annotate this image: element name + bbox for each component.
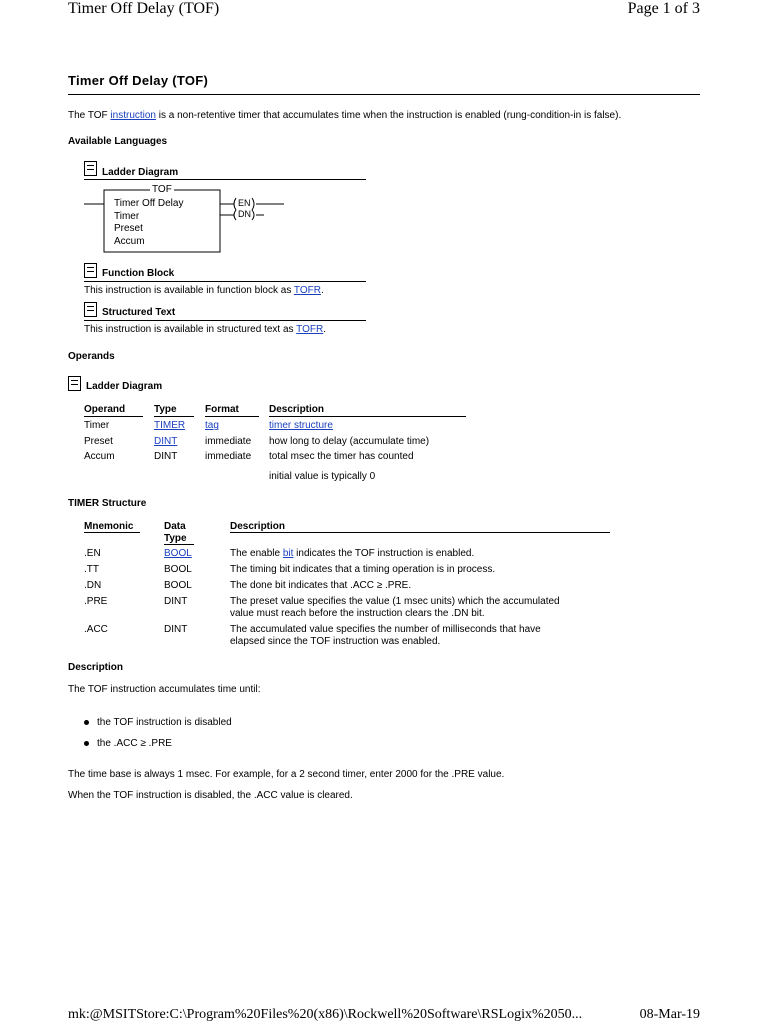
mnemonic-cell: .TT — [84, 564, 99, 575]
tof-box-title: TOF — [152, 184, 172, 195]
type-cell: DINT — [154, 451, 178, 462]
type-cell: BOOL — [164, 580, 192, 591]
header-underline — [154, 416, 194, 417]
structured-text-text: This instruction is available in structured text as TOFR. — [84, 324, 326, 335]
bullet — [84, 741, 89, 746]
mnemonic-cell: .DN — [84, 580, 102, 591]
structured-text-divider — [84, 320, 366, 321]
bullet-item: the .ACC ≥ .PRE — [97, 738, 172, 749]
col-header-operand: Operand — [84, 404, 126, 415]
header-underline — [269, 416, 466, 417]
type-cell: DINT — [164, 596, 188, 607]
function-block-heading: Function Block — [102, 268, 175, 279]
tag-link[interactable]: tag — [205, 420, 219, 431]
operand-cell: Timer — [84, 420, 110, 431]
mnemonic-cell: .PRE — [84, 596, 108, 607]
title-divider — [68, 94, 700, 95]
description-cell: The preset value specifies the value (1 msec units) which the accumulated — [230, 596, 560, 607]
ladder-diagram-heading: Ladder Diagram — [102, 167, 179, 178]
operands-subheading: Ladder Diagram — [86, 381, 163, 392]
instruction-link[interactable]: instruction — [110, 110, 156, 121]
bool-link[interactable]: BOOL — [164, 548, 192, 559]
col-header-type: Type — [154, 404, 177, 415]
dint-link[interactable]: DINT — [154, 436, 178, 447]
timer-structure-heading: TIMER Structure — [68, 498, 147, 509]
col-header-format: Format — [205, 404, 239, 415]
ladder-divider — [84, 179, 366, 180]
description-cell: The enable bit indicates the TOF instruction is enabled. — [230, 548, 475, 559]
description-cell: total msec the timer has counted — [269, 451, 414, 462]
operand-cell: Preset — [84, 436, 113, 447]
tof-box-line: Accum — [114, 236, 145, 247]
type-cell: BOOL — [164, 564, 192, 575]
structured-text-heading: Structured Text — [102, 307, 176, 318]
page-header-title: Timer Off Delay (TOF) — [68, 0, 220, 17]
description-cell: how long to delay (accumulate time) — [269, 436, 430, 447]
description-cell: The accumulated value specifies the number of milliseconds that have — [230, 624, 541, 635]
function-block-icon — [84, 263, 97, 278]
ladder-diagram-icon — [84, 161, 97, 176]
format-cell: immediate — [205, 436, 252, 447]
col-header-data: Data — [164, 521, 186, 532]
header-underline — [205, 416, 259, 417]
header-underline — [84, 532, 140, 533]
operand-cell: Accum — [84, 451, 115, 462]
col-header-description: Description — [269, 404, 325, 415]
available-languages-heading: Available Languages — [68, 136, 168, 147]
header-underline — [230, 532, 610, 533]
footer-url: mk:@MSITStore:C:\Program%20Files%20(x86)\Rockwell%20Software\RSLogix%2050... — [68, 1007, 583, 1022]
description-cell: The timing bit indicates that a timing operation is in process. — [230, 564, 496, 575]
description-cell-cont: value must reach before the instruction clears the .DN bit. — [230, 608, 485, 619]
page-number: Page 1 of 3 — [627, 0, 700, 17]
header-underline — [84, 416, 143, 417]
bullet-item: the TOF instruction is disabled — [97, 717, 232, 728]
bit-link[interactable]: bit — [282, 548, 294, 559]
ladder-diagram-icon — [68, 376, 81, 391]
description-cell-cont: elapsed since the TOF instruction was enabled. — [230, 636, 441, 647]
mnemonic-cell: .ACC — [84, 624, 108, 635]
description-note: initial value is typically 0 — [269, 471, 376, 482]
function-block-text: This instruction is available in function block as TOFR. — [84, 285, 324, 296]
format-cell: immediate — [205, 451, 252, 462]
bullet — [84, 720, 89, 725]
description-lead: The TOF instruction accumulates time until: — [68, 684, 261, 695]
mnemonic-cell: .EN — [84, 548, 101, 559]
timer-type-link[interactable]: TIMER — [154, 420, 186, 431]
tofr-link[interactable]: TOFR — [293, 285, 321, 296]
type-cell: DINT — [164, 624, 188, 635]
description-paragraph: The time base is always 1 msec. For example, for a 2 second timer, enter 2000 for the .PRE value. — [68, 769, 505, 780]
operands-heading: Operands — [68, 351, 115, 362]
tof-box-line: Timer — [114, 211, 140, 222]
col-header-description: Description — [230, 521, 286, 532]
dn-output-label: DN — [238, 209, 251, 219]
page-title: Timer Off Delay (TOF) — [68, 73, 209, 88]
timer-structure-link[interactable]: timer structure — [269, 420, 333, 431]
tof-box-line: Timer Off Delay — [114, 198, 184, 209]
col-header-mnemonic: Mnemonic — [84, 521, 134, 532]
en-output-label: EN — [238, 198, 251, 208]
description-paragraph: When the TOF instruction is disabled, the .ACC value is cleared. — [68, 790, 353, 801]
intro-paragraph: The TOF instruction is a non-retentive timer that accumulates time when the instruction is enabled (rung-condition-in is false). — [68, 110, 622, 121]
col-header-type: Type — [164, 533, 187, 544]
header-underline — [164, 544, 194, 545]
footer-date: 08-Mar-19 — [639, 1007, 700, 1022]
description-heading: Description — [68, 662, 124, 673]
tofr-link[interactable]: TOFR — [296, 324, 324, 335]
function-block-divider — [84, 281, 366, 282]
description-cell: The done bit indicates that .ACC ≥ .PRE. — [230, 580, 412, 591]
tof-box-line: Preset — [114, 223, 143, 234]
structured-text-icon — [84, 302, 97, 317]
